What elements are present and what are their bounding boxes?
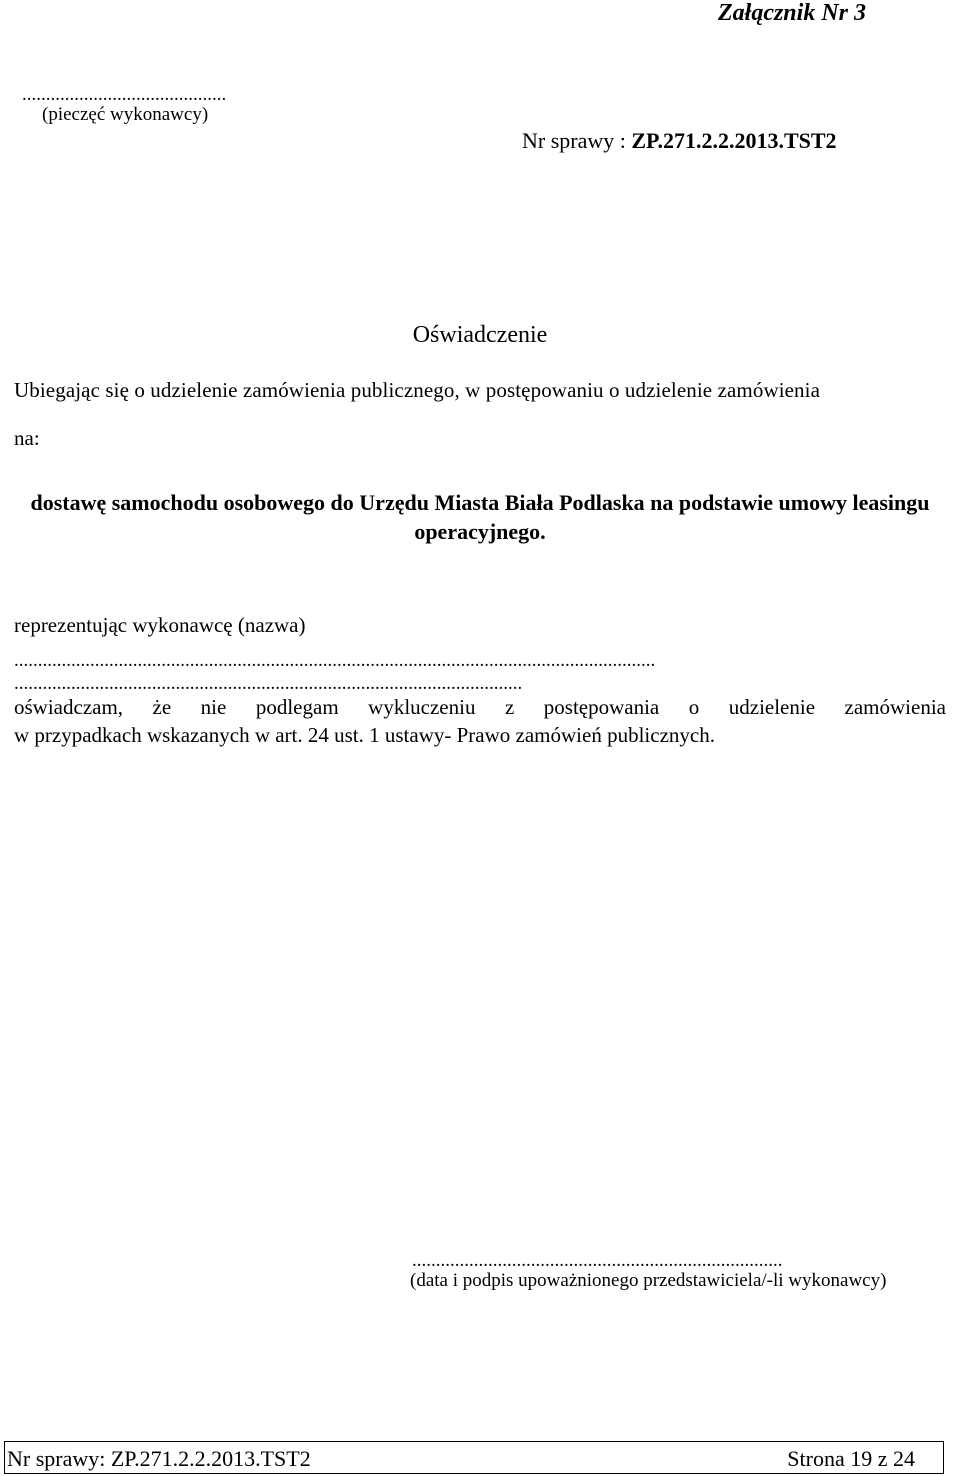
intro-line-1: Ubiegając się o udzielenie zamówienia publicznego, w postępowaniu o udzielenie zamówienia [14,378,821,402]
stamp-label: (pieczęć wykonawcy) [42,104,209,125]
case-number-value: ZP.271.2.2.2013.TST2 [631,128,837,153]
attachment-number: Załącznik Nr 3 [717,0,866,26]
declaration-line-2: w przypadkach wskazanych w art. 24 ust. 1 ustawy- Prawo zamówień publicznych. [14,723,715,747]
declaration-line-1: oświadczam, że nie podlegam wykluczeniu z postępowania o udzielenie zamówienia [14,695,946,719]
intro-line-2: na: [14,426,40,450]
footer-page-number: Strona 19 z 24 [787,1446,915,1471]
document-title: Oświadczenie [412,322,548,348]
page-footer [4,1441,944,1474]
footer-case-number: Nr sprawy: ZP.271.2.2.2013.TST2 [7,1446,311,1471]
order-subject: dostawę samochodu osobowego do Urzędu Miasta Biała Podlaska na podstawie umowy leasingu operacyjnego. [30,490,930,544]
signature-dots: .............................................................................. [412,1250,783,1271]
case-number-label: Nr sprawy : [522,128,632,153]
case-number [522,128,837,154]
representing-label: reprezentując wykonawcę (nazwa) [14,613,306,637]
stamp-placeholder-dots: ........................................... [22,84,227,105]
contractor-name-dots-1: ....................................................................................................................................... [14,650,656,671]
contractor-name-dots-2: ........................................................................................................... [14,673,523,694]
signature-label: (data i podpis upoważnionego przedstawiciela/-li wykonawcy) [410,1270,887,1291]
